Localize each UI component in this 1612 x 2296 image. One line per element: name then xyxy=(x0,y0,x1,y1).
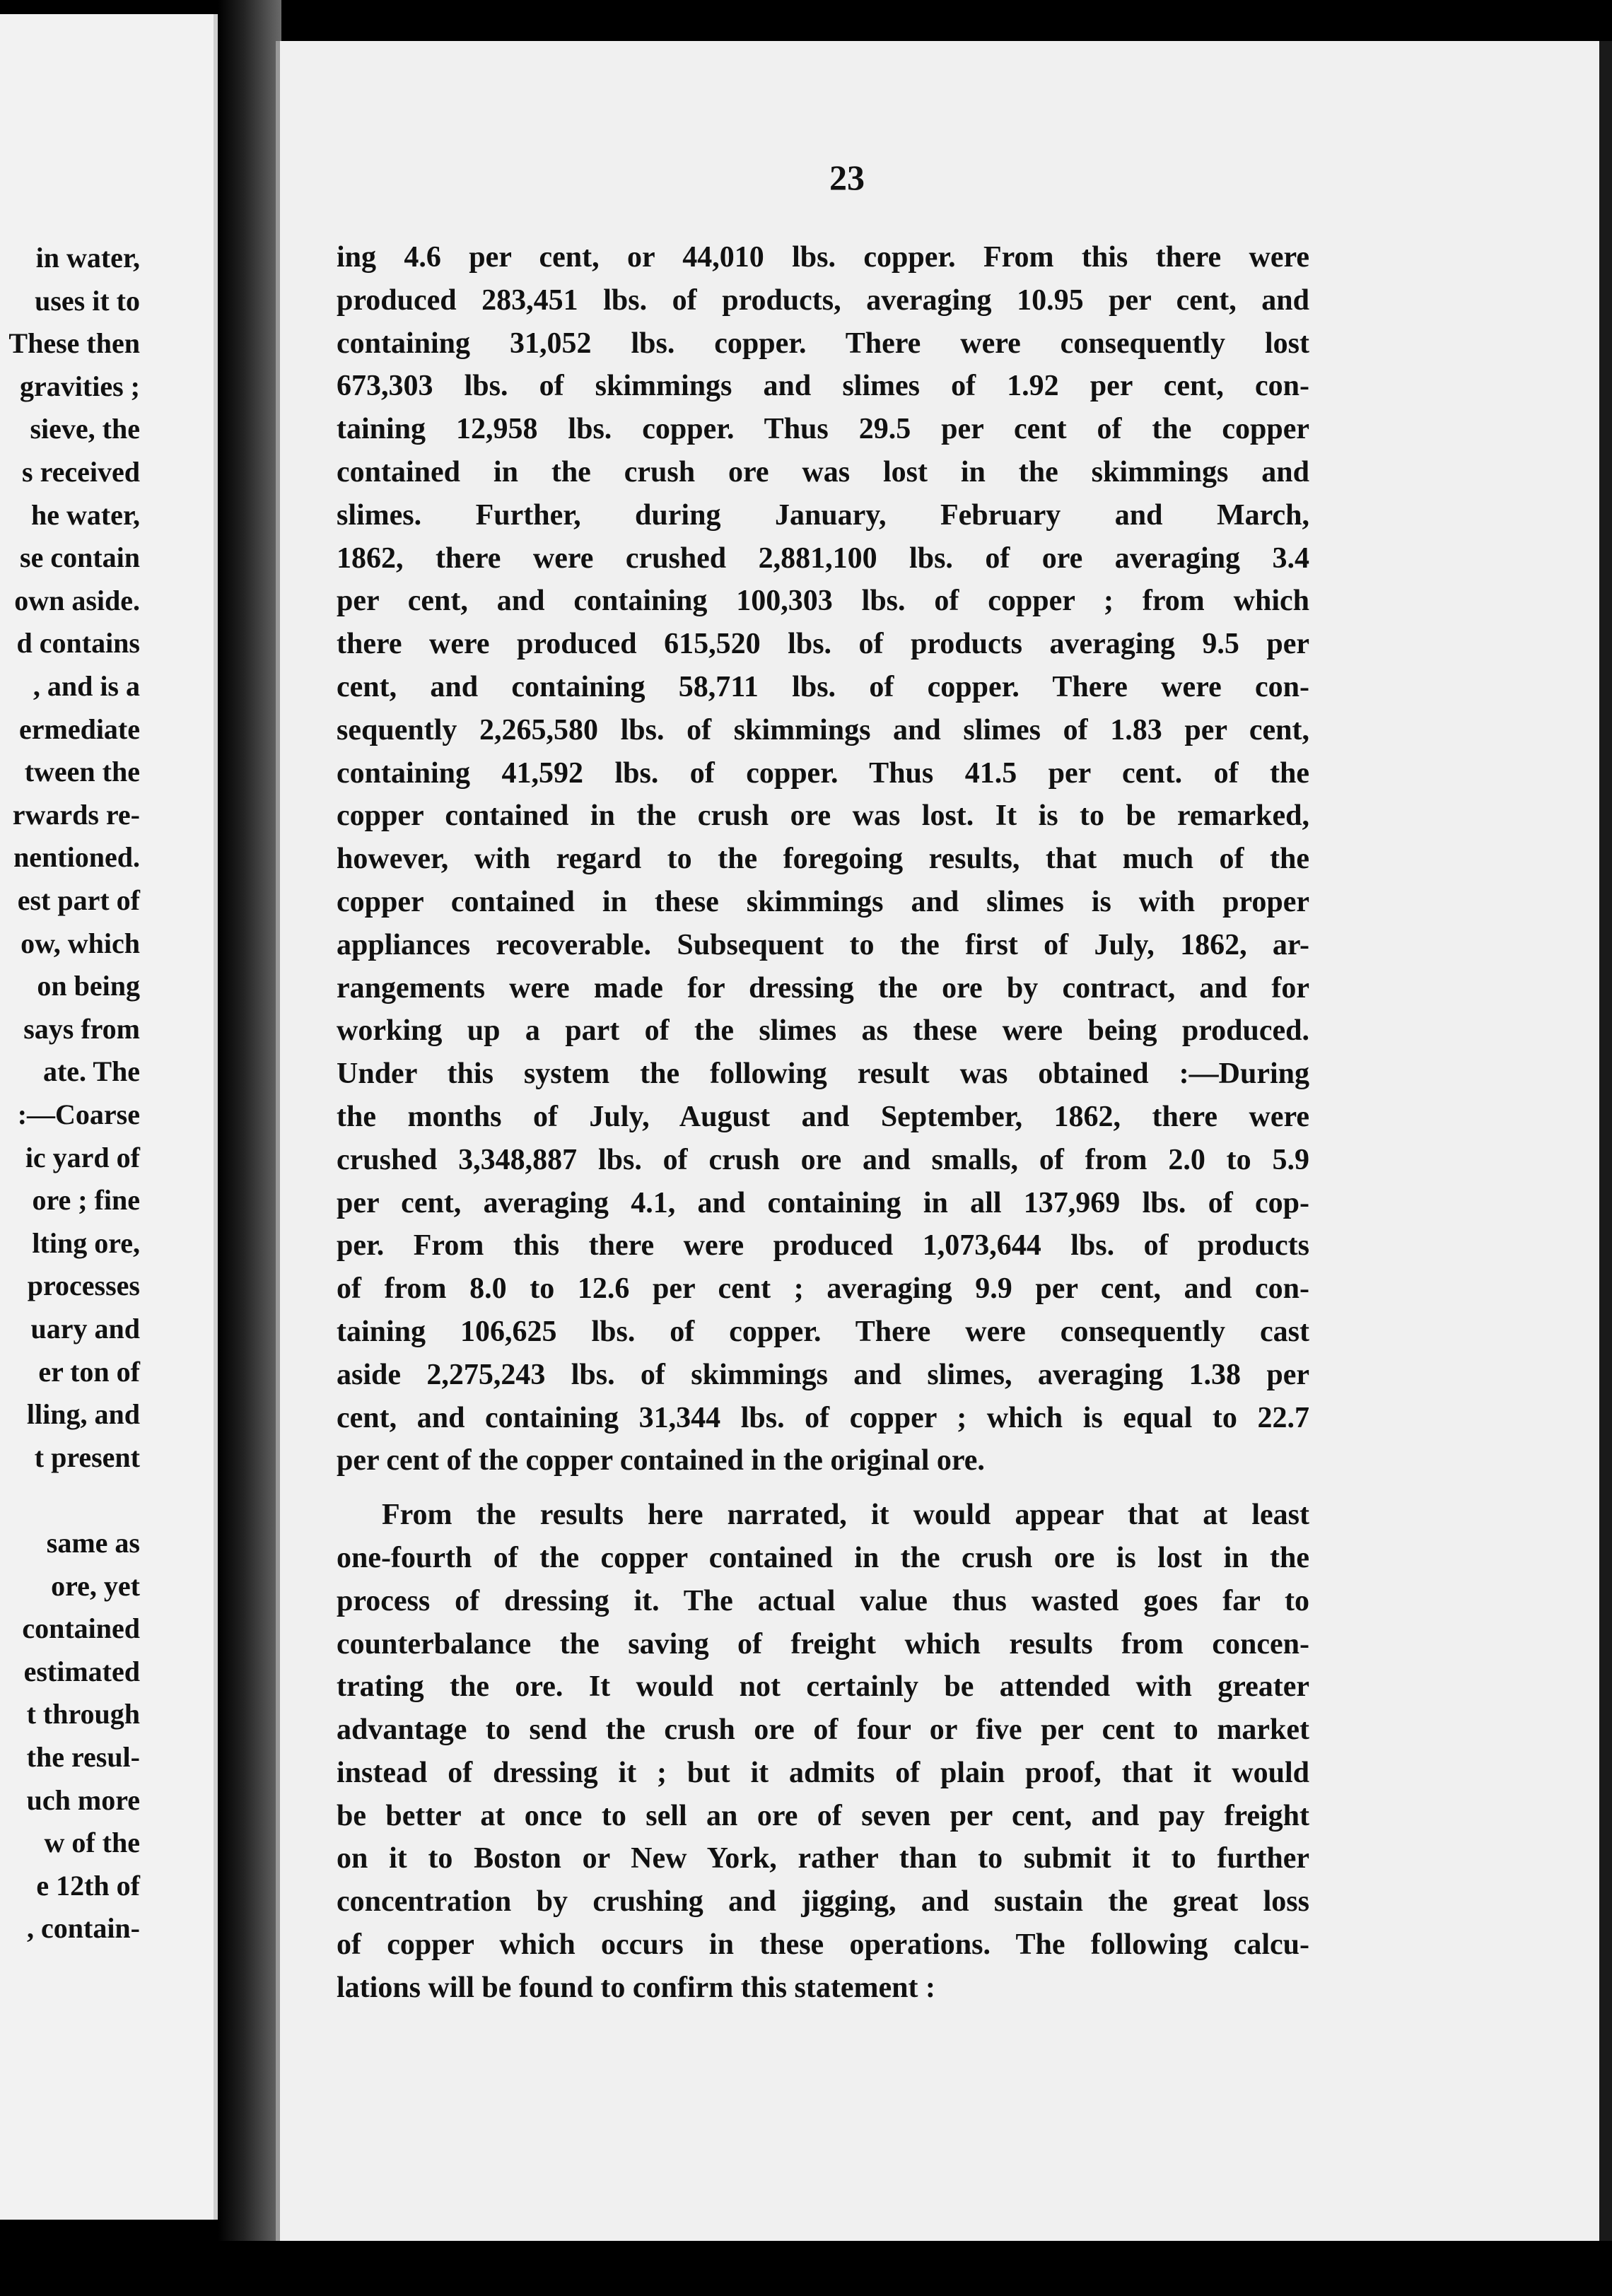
text-line: taining 106,625 lbs. of copper. There were consequently cast xyxy=(337,1315,1309,1348)
text-line: aside 2,275,243 lbs. of skimmings and slimes, averaging 1.38 per xyxy=(337,1358,1309,1391)
paragraph-1 xyxy=(337,236,1309,1482)
text-line: copper contained in the crush ore was lost. It is to be remarked, xyxy=(337,800,1309,833)
left-page-line: w of the xyxy=(44,1827,140,1859)
text-line: the months of July, August and September, 1862, there were xyxy=(337,1100,1309,1133)
left-page-line: These then xyxy=(8,327,140,360)
previous-page-fragment xyxy=(0,14,218,2220)
left-page-line: own aside. xyxy=(14,584,140,616)
text-line: process of dressing it. The actual value thus wasted goes far to xyxy=(337,1584,1309,1617)
text-line: appliances recoverable. Subsequent to the first of July, 1862, ar- xyxy=(337,928,1309,961)
left-page-line: ate. The xyxy=(42,1055,140,1088)
text-line: on it to Boston or New York, rather than to submit it to further xyxy=(337,1842,1309,1875)
text-line: one-fourth of the copper contained in the crush ore is lost in the xyxy=(337,1541,1309,1574)
left-page-line: ore ; fine xyxy=(32,1184,140,1217)
left-page-line: lling, and xyxy=(26,1398,140,1431)
text-line: per cent, averaging 4.1, and containing in all 137,969 lbs. of cop- xyxy=(337,1186,1309,1219)
text-line: 1862, there were crushed 2,881,100 lbs. of ore averaging 3.4 xyxy=(337,541,1309,575)
page-number: 23 xyxy=(829,158,865,197)
text-line: trating the ore. It would not certainly be attended with greater xyxy=(337,1670,1309,1704)
left-page-line: contained xyxy=(22,1612,140,1645)
text-line: containing 31,052 lbs. copper. There were consequently lost xyxy=(337,327,1309,360)
left-page-line: estimated xyxy=(23,1655,140,1687)
text-line: instead of dressing it ; but it admits of plain proof, that it would xyxy=(337,1756,1309,1789)
left-page-line: uses it to xyxy=(35,284,140,317)
left-page-line: ow, which xyxy=(21,927,140,959)
left-page-line: lting ore, xyxy=(32,1226,140,1259)
left-page-line: says from xyxy=(23,1012,140,1045)
text-line: counterbalance the saving of freight which results from concen- xyxy=(337,1627,1309,1660)
left-page-line: ore, yet xyxy=(51,1569,140,1602)
text-line: From the results here narrated, it would appear that at least xyxy=(382,1499,1309,1532)
left-page-line: uch more xyxy=(26,1784,140,1816)
left-page-line: , and is a xyxy=(33,670,140,702)
left-page-line: ermediate xyxy=(18,713,140,745)
text-line: cent, and containing 58,711 lbs. of copper. There were con- xyxy=(337,670,1309,703)
left-page-line: in water, xyxy=(35,242,140,274)
left-page-line: s received xyxy=(22,456,140,488)
text-line: be better at once to sell an ore of seven per cent, and pay freight xyxy=(337,1799,1309,1832)
text-line: of from 8.0 to 12.6 per cent ; averaging 9.9 per cent, and con- xyxy=(337,1272,1309,1306)
text-line: containing 41,592 lbs. of copper. Thus 41.5 per cent. of the xyxy=(337,756,1309,790)
left-page-line: est part of xyxy=(17,884,140,916)
book-gutter-shadow xyxy=(218,0,281,2296)
left-page-line: , contain- xyxy=(27,1912,140,1945)
left-page-line: se contain xyxy=(20,541,140,574)
text-line: Under this system the following result was obtained :—During xyxy=(337,1058,1309,1091)
left-page-line: ic yard of xyxy=(25,1141,140,1173)
left-page-line: d contains xyxy=(16,627,140,660)
text-line: of copper which occurs in these operations. The following calcu- xyxy=(337,1928,1309,1962)
text-line: per. From this there were produced 1,073,644 lbs. of products xyxy=(337,1229,1309,1263)
paragraph-gap xyxy=(337,1482,1309,1494)
text-line: concentration by crushing and jigging, and sustain the great loss xyxy=(337,1885,1309,1919)
left-page-line: t present xyxy=(34,1441,140,1473)
left-page-line: :—Coarse xyxy=(17,1099,140,1130)
page-body xyxy=(337,236,1309,2010)
left-page-line: nentioned. xyxy=(13,841,140,874)
text-line: advantage to send the crush ore of four or five per cent to market xyxy=(337,1714,1309,1747)
text-line: contained in the crush ore was lost in the skimmings and xyxy=(337,455,1309,488)
left-page-line: er ton of xyxy=(38,1355,140,1388)
text-line: 673,303 lbs. of skimmings and slimes of 1.92 per cent, con- xyxy=(337,370,1309,403)
left-page-line: t through xyxy=(26,1698,140,1730)
left-page-line: e 12th of xyxy=(36,1869,140,1902)
text-line: crushed 3,348,887 lbs. of crush ore and smalls, of from 2.0 to 5.9 xyxy=(337,1143,1309,1176)
text-line: copper contained in these skimmings and slimes is with proper xyxy=(337,885,1309,918)
page-edge xyxy=(1599,41,1612,2247)
text-line: lations will be found to confirm this statement : xyxy=(337,1971,935,2004)
text-line: there were produced 615,520 lbs. of products averaging 9.5 per xyxy=(337,628,1309,661)
scan-bottom-margin xyxy=(0,2241,1612,2296)
left-page-line: same as xyxy=(46,1527,140,1559)
left-page-line: the resul- xyxy=(26,1741,140,1773)
left-page-line: processes xyxy=(27,1270,140,1302)
paragraph-2 xyxy=(337,1494,1309,2010)
left-page-line: on being xyxy=(37,970,140,1002)
text-line: ing 4.6 per cent, or 44,010 lbs. copper. From this there were xyxy=(337,241,1309,274)
text-line: however, with regard to the foregoing results, that much of the xyxy=(337,843,1309,876)
text-line: rangements were made for dressing the ore by contract, and for xyxy=(337,971,1309,1004)
text-line: per cent of the copper contained in the original ore. xyxy=(337,1444,985,1477)
text-line: slimes. Further, during January, February and March, xyxy=(337,498,1309,532)
text-line: per cent, and containing 100,303 lbs. of copper ; from which xyxy=(337,585,1309,618)
left-page-line: he water, xyxy=(30,498,140,531)
left-page-line: rwards re- xyxy=(12,798,140,831)
left-page-line: sieve, the xyxy=(30,413,140,445)
text-line: cent, and containing 31,344 lbs. of copper ; which is equal to 22.7 xyxy=(337,1401,1309,1434)
left-page-line: gravities ; xyxy=(20,370,140,402)
text-line: taining 12,958 lbs. copper. Thus 29.5 per cent of the copper xyxy=(337,413,1309,446)
text-line: sequently 2,265,580 lbs. of skimmings and slimes of 1.83 per cent, xyxy=(337,713,1309,746)
text-line: produced 283,451 lbs. of products, averaging 10.95 per cent, and xyxy=(337,283,1309,317)
left-page-line: uary and xyxy=(30,1313,140,1345)
left-page-line: tween the xyxy=(24,756,140,788)
text-line: working up a part of the slimes as these were being produced. xyxy=(337,1014,1309,1048)
